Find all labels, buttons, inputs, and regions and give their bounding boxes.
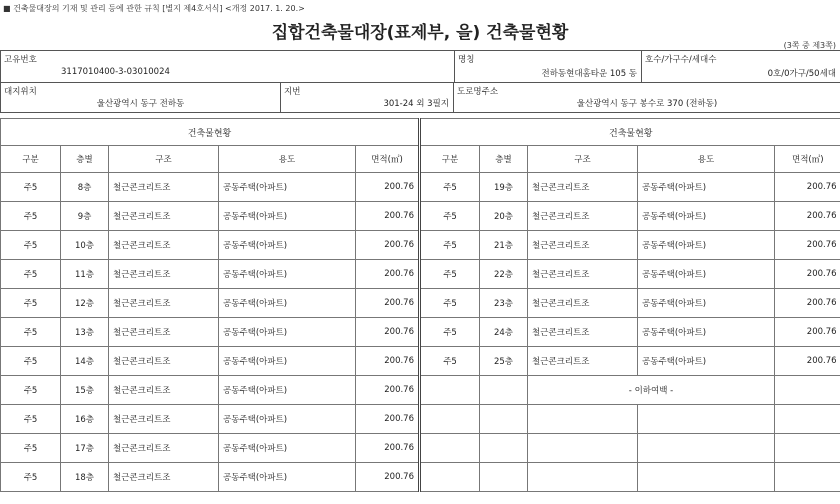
row-floor: 8층 xyxy=(61,173,109,202)
location-value: 울산광역시 동구 전하동 xyxy=(96,99,185,109)
empty-cell xyxy=(528,405,638,434)
row-floor: 24층 xyxy=(480,318,528,347)
row-type: 주5 xyxy=(420,318,480,347)
col-header-use: 용도 xyxy=(638,146,775,173)
row-type: 주5 xyxy=(1,260,61,289)
table-row xyxy=(1,318,840,347)
row-area: 200.76 xyxy=(775,289,840,318)
row-floor: 21층 xyxy=(480,231,528,260)
row-type: 주5 xyxy=(420,173,480,202)
table-row xyxy=(1,463,840,492)
table-row xyxy=(1,376,840,405)
table-row xyxy=(1,173,840,202)
row-use: 공동주택(아파트) xyxy=(219,463,356,492)
table-row xyxy=(1,231,840,260)
row-structure: 철근콘크리트조 xyxy=(528,173,638,202)
row-use: 공동주택(아파트) xyxy=(638,260,775,289)
table-row xyxy=(1,434,840,463)
table-row xyxy=(1,347,840,376)
row-area: 200.76 xyxy=(356,405,420,434)
row-type: 주5 xyxy=(1,318,61,347)
empty-cell xyxy=(480,405,528,434)
building-info-table xyxy=(0,50,840,113)
row-type: 주5 xyxy=(1,434,61,463)
row-use: 공동주택(아파트) xyxy=(219,173,356,202)
row-structure: 철근콘크리트조 xyxy=(109,376,219,405)
row-floor: 19층 xyxy=(480,173,528,202)
col-header-use: 용도 xyxy=(219,146,356,173)
empty-cell xyxy=(420,376,480,405)
empty-cell xyxy=(775,434,840,463)
row-area: 200.76 xyxy=(356,434,420,463)
row-area: 200.76 xyxy=(356,202,420,231)
row-area: 200.76 xyxy=(356,347,420,376)
empty-cell xyxy=(638,463,775,492)
lot-label: 지번 xyxy=(284,87,301,97)
row-area: 200.76 xyxy=(356,463,420,492)
row-floor: 11층 xyxy=(61,260,109,289)
page-indicator: (3쪽 중 제3쪽) xyxy=(783,41,836,50)
row-use: 공동주택(아파트) xyxy=(219,289,356,318)
lot-value: 301-24 외 3필지 xyxy=(383,99,449,109)
empty-cell xyxy=(528,434,638,463)
unique-number-label: 고유번호 xyxy=(4,55,37,65)
col-header-structure: 구조 xyxy=(109,146,219,173)
row-type: 주5 xyxy=(420,260,480,289)
row-structure: 철근콘크리트조 xyxy=(528,202,638,231)
row-floor: 18층 xyxy=(61,463,109,492)
row-use: 공동주택(아파트) xyxy=(219,231,356,260)
row-floor: 15층 xyxy=(61,376,109,405)
row-use: 공동주택(아파트) xyxy=(638,318,775,347)
table-row xyxy=(1,289,840,318)
row-use: 공동주택(아파트) xyxy=(638,202,775,231)
unique-number-value: 3117010400-3-03010024 xyxy=(61,67,170,77)
row-structure: 철근콘크리트조 xyxy=(109,173,219,202)
row-type: 주5 xyxy=(1,463,61,492)
row-use: 공동주택(아파트) xyxy=(219,260,356,289)
row-floor: 16층 xyxy=(61,405,109,434)
col-header-floor: 층별 xyxy=(480,146,528,173)
row-floor: 12층 xyxy=(61,289,109,318)
row-floor: 17층 xyxy=(61,434,109,463)
road-address-value: 울산광역시 동구 봉수로 370 (전하동) xyxy=(576,99,718,109)
row-area: 200.76 xyxy=(356,318,420,347)
row-area: 200.76 xyxy=(356,289,420,318)
col-header-type: 구분 xyxy=(420,146,480,173)
row-use: 공동주택(아파트) xyxy=(638,347,775,376)
row-use: 공동주택(아파트) xyxy=(219,405,356,434)
row-floor: 20층 xyxy=(480,202,528,231)
row-area: 200.76 xyxy=(356,260,420,289)
table-row xyxy=(1,260,840,289)
row-area: 200.76 xyxy=(775,347,840,376)
units-label: 호수/가구수/세대수 xyxy=(645,55,717,65)
empty-cell xyxy=(775,376,840,405)
row-structure: 철근콘크리트조 xyxy=(109,260,219,289)
row-structure: 철근콘크리트조 xyxy=(109,318,219,347)
row-structure: 철근콘크리트조 xyxy=(528,231,638,260)
end-marker: - 이하여백 - xyxy=(528,376,775,405)
row-structure: 철근콘크리트조 xyxy=(109,347,219,376)
document-title: 집합건축물대장(표제부, 을) 건축물현황 xyxy=(271,23,569,43)
row-use: 공동주택(아파트) xyxy=(638,173,775,202)
row-structure: 철근콘크리트조 xyxy=(109,289,219,318)
row-type: 주5 xyxy=(1,202,61,231)
row-use: 공동주택(아파트) xyxy=(219,434,356,463)
empty-cell xyxy=(420,434,480,463)
row-use: 공동주택(아파트) xyxy=(219,347,356,376)
empty-cell xyxy=(480,463,528,492)
road-address-cell xyxy=(454,83,840,113)
row-floor: 14층 xyxy=(61,347,109,376)
empty-cell xyxy=(480,376,528,405)
row-structure: 철근콘크리트조 xyxy=(109,231,219,260)
row-floor: 25층 xyxy=(480,347,528,376)
empty-cell xyxy=(638,434,775,463)
row-structure: 철근콘크리트조 xyxy=(528,260,638,289)
row-floor: 22층 xyxy=(480,260,528,289)
row-type: 주5 xyxy=(1,173,61,202)
row-type: 주5 xyxy=(1,347,61,376)
row-type: 주5 xyxy=(1,231,61,260)
col-header-structure: 구조 xyxy=(528,146,638,173)
row-area: 200.76 xyxy=(356,231,420,260)
row-area: 200.76 xyxy=(775,202,840,231)
row-use: 공동주택(아파트) xyxy=(219,202,356,231)
row-structure: 철근콘크리트조 xyxy=(109,434,219,463)
row-floor: 23층 xyxy=(480,289,528,318)
empty-cell xyxy=(480,434,528,463)
table-row xyxy=(1,405,840,434)
building-name-value: 전하동현대홈타운 105 동 xyxy=(541,69,638,79)
row-type: 주5 xyxy=(1,289,61,318)
row-floor: 13층 xyxy=(61,318,109,347)
empty-cell xyxy=(775,463,840,492)
row-structure: 철근콘크리트조 xyxy=(528,289,638,318)
row-structure: 철근콘크리트조 xyxy=(528,347,638,376)
empty-cell xyxy=(420,463,480,492)
location-cell xyxy=(1,83,281,113)
empty-cell xyxy=(638,405,775,434)
row-floor: 10층 xyxy=(61,231,109,260)
row-use: 공동주택(아파트) xyxy=(219,318,356,347)
row-structure: 철근콘크리트조 xyxy=(109,463,219,492)
empty-cell xyxy=(420,405,480,434)
row-area: 200.76 xyxy=(775,173,840,202)
row-structure: 철근콘크리트조 xyxy=(528,318,638,347)
row-use: 공동주택(아파트) xyxy=(638,289,775,318)
unique-number-cell xyxy=(1,51,642,83)
row-type: 주5 xyxy=(420,202,480,231)
building-status-table xyxy=(0,118,840,492)
row-use: 공동주택(아파트) xyxy=(219,376,356,405)
row-structure: 철근콘크리트조 xyxy=(109,405,219,434)
row-type: 주5 xyxy=(420,231,480,260)
col-header-floor: 층별 xyxy=(61,146,109,173)
section-title-right: 건축물현황 xyxy=(420,119,840,146)
table-row xyxy=(1,202,840,231)
row-area: 200.76 xyxy=(775,231,840,260)
row-floor: 9층 xyxy=(61,202,109,231)
row-structure: 철근콘크리트조 xyxy=(109,202,219,231)
road-address-label: 도로명주소 xyxy=(457,87,499,97)
row-area: 200.76 xyxy=(356,376,420,405)
row-type: 주5 xyxy=(1,405,61,434)
building-name-label: 명칭 xyxy=(458,55,475,65)
row-type: 주5 xyxy=(1,376,61,405)
form-note: ■ 건축물대장의 기재 및 관리 등에 관한 규칙 [별지 제4호서식] <개정 2017. 1. 20.> xyxy=(3,4,305,13)
units-value: 0호/0가구/50세대 xyxy=(767,69,837,79)
lot-cell xyxy=(281,83,454,113)
row-type: 주5 xyxy=(420,289,480,318)
row-area: 200.76 xyxy=(775,318,840,347)
row-type: 주5 xyxy=(420,347,480,376)
row-area: 200.76 xyxy=(356,173,420,202)
col-header-area: 면적(㎡) xyxy=(775,146,840,173)
units-cell xyxy=(642,51,840,83)
empty-cell xyxy=(775,405,840,434)
section-title-left: 건축물현황 xyxy=(1,119,420,146)
empty-cell xyxy=(528,463,638,492)
row-area: 200.76 xyxy=(775,260,840,289)
col-header-type: 구분 xyxy=(1,146,61,173)
location-label: 대지위치 xyxy=(4,87,37,97)
col-header-area: 면적(㎡) xyxy=(356,146,420,173)
row-use: 공동주택(아파트) xyxy=(638,231,775,260)
